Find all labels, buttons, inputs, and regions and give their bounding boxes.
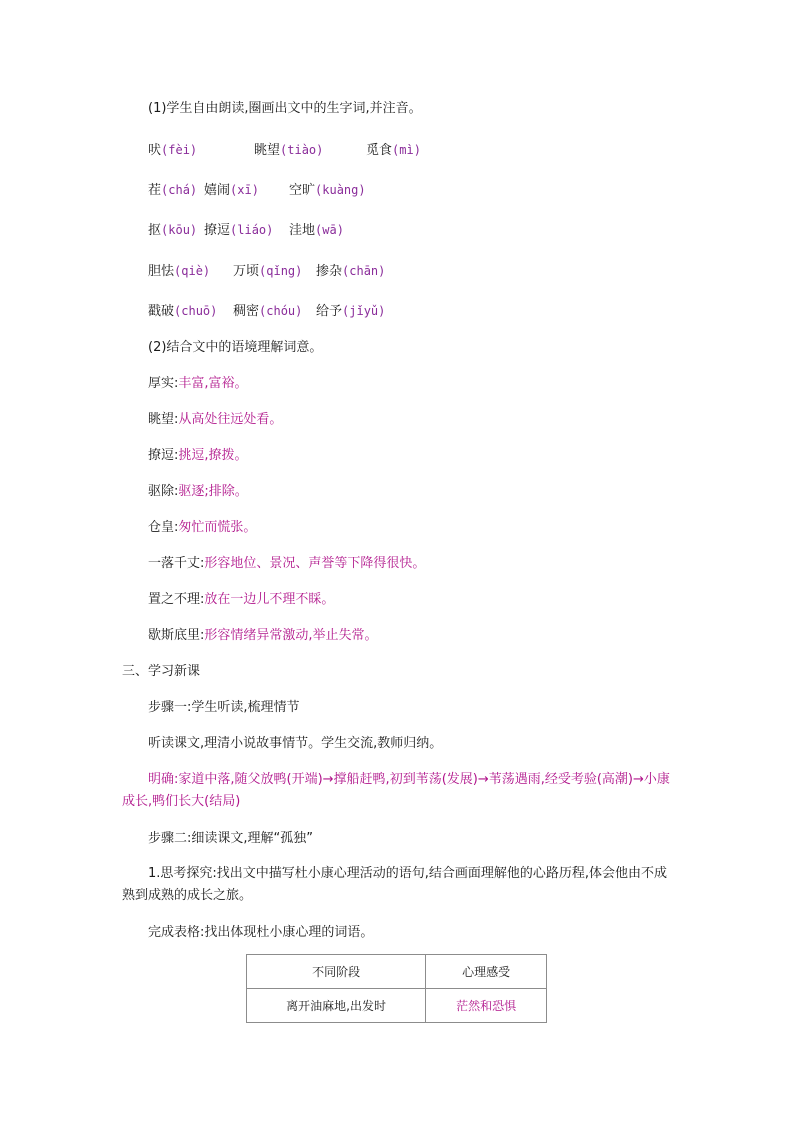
definition-item: 眺望:从高处往远处看。 <box>148 412 283 427</box>
vocab-item: 万顷(qǐng) <box>233 264 303 279</box>
vocab-item: 吠(fèi) <box>148 143 198 158</box>
table-cell: 茫然和恐惧 <box>426 989 547 1023</box>
clarify-label: 明确: <box>148 772 179 787</box>
table-intro: 完成表格:找出体现杜小康心理的词语。 <box>148 925 374 940</box>
definition-item: 厚实:丰富,富裕。 <box>148 376 248 391</box>
table-header-row <box>247 955 547 989</box>
vocab-item: 稠密(chóu) <box>233 304 303 319</box>
vocab-item: 撩逗(liáo) <box>204 223 274 238</box>
definition-item: 歇斯底里:形容情绪异常激动,举止失常。 <box>148 628 378 643</box>
intro-reading: (1)学生自由朗读,圈画出文中的生字词,并注音。 <box>148 101 422 116</box>
intro-meaning: (2)结合文中的语境理解词意。 <box>148 340 323 355</box>
definition-item: 仓皇:匆忙而慌张。 <box>148 520 257 535</box>
vocab-item: 胆怯(qiè) <box>148 264 211 279</box>
step-one-text: 听读课文,理清小说故事情节。学生交流,教师归纳。 <box>148 736 443 751</box>
step-one-heading: 步骤一:学生听读,梳理情节 <box>148 700 300 715</box>
table-row <box>247 989 547 1023</box>
vocab-item: 空旷(kuàng) <box>289 183 366 198</box>
vocab-item: 抠(kōu) <box>148 223 198 238</box>
definition-item: 撩逗:挑逗,撩拨。 <box>148 448 248 463</box>
definition-item: 驱除:驱逐;排除。 <box>148 484 248 499</box>
clarify-text: 家道中落,随父放鸭(开端)→撑船赶鸭,初到苇荡(发展)→苇荡遇雨,经受考验(高潮)→小康成长,鸭们长大(结局) <box>122 772 670 809</box>
vocab-item: 掺杂(chān) <box>316 264 386 279</box>
vocab-item: 嬉闹(xī) <box>204 183 259 198</box>
clarify-paragraph <box>122 769 674 813</box>
psychology-table <box>246 954 547 1023</box>
think-paragraph: 1.思考探究:找出文中描写杜小康心理活动的语句,结合画面理解他的心路历程,体会他由不成熟到成熟的成长之旅。 <box>122 866 668 903</box>
table-cell: 离开油麻地,出发时 <box>247 989 426 1023</box>
step-two-heading: 步骤二:细读课文,理解“孤独” <box>148 831 313 846</box>
definition-item: 一落千丈:形容地位、景况、声誉等下降得很快。 <box>148 556 426 571</box>
definition-item: 置之不理:放在一边儿不理不睬。 <box>148 592 335 607</box>
table-header-cell: 不同阶段 <box>247 955 426 989</box>
vocab-item: 给予(jǐyǔ) <box>316 304 386 319</box>
vocab-item: 戳破(chuō) <box>148 304 218 319</box>
vocab-item: 茬(chá) <box>148 183 198 198</box>
vocab-item: 觅食(mì) <box>366 143 421 158</box>
vocab-item: 洼地(wā) <box>289 223 344 238</box>
vocab-item: 眺望(tiào) <box>254 143 324 158</box>
section-heading: 三、学习新课 <box>122 664 201 679</box>
table-header-cell: 心理感受 <box>426 955 547 989</box>
